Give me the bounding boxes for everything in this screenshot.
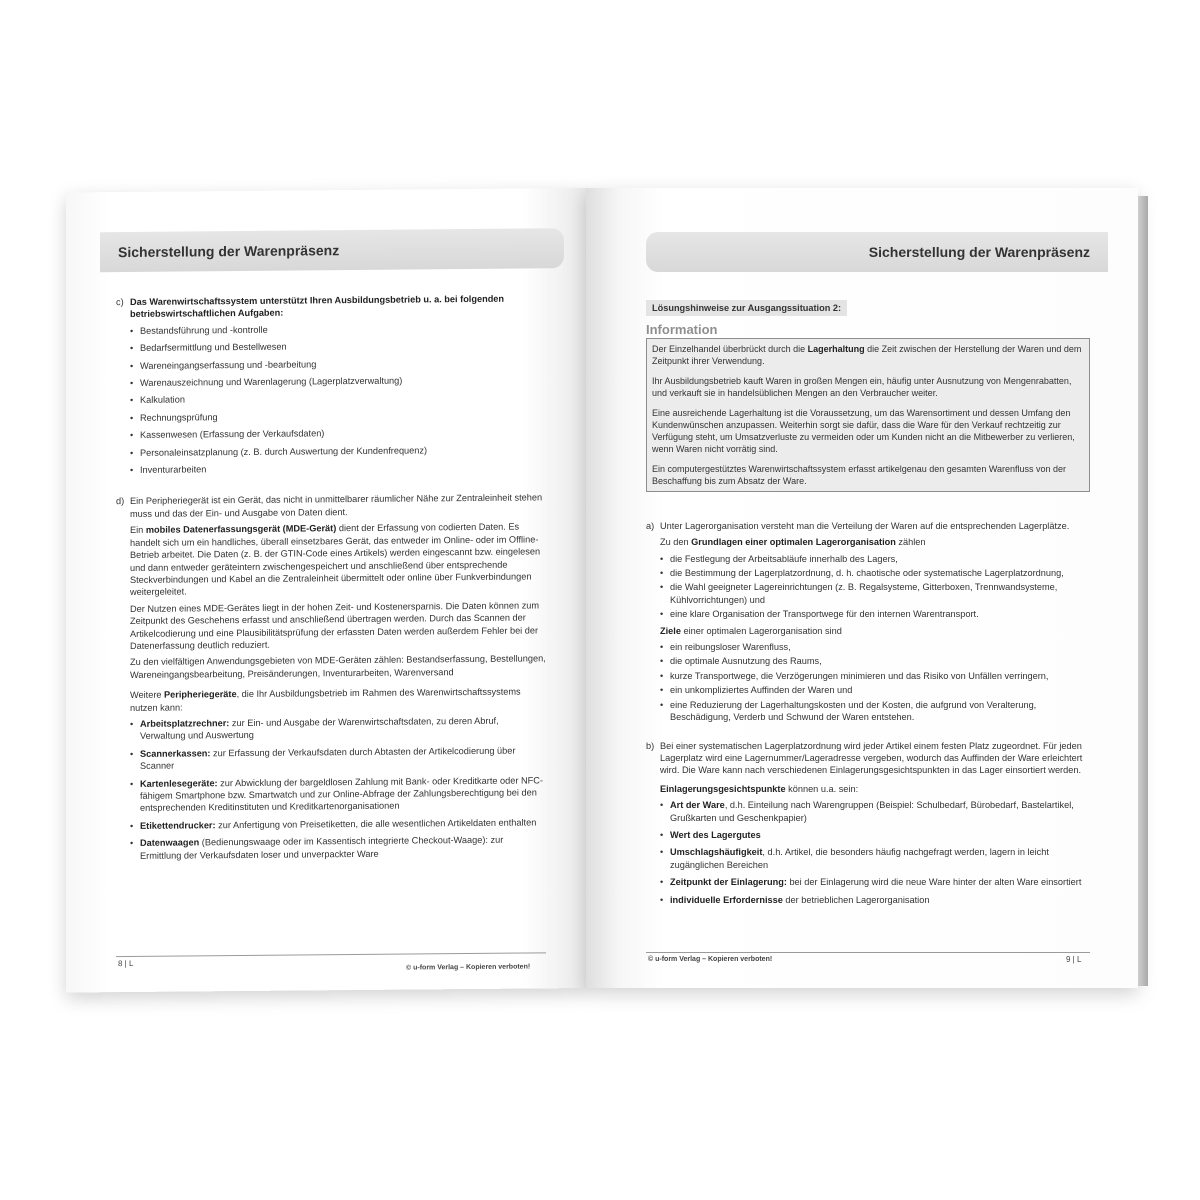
left-page-content bbox=[116, 292, 546, 873]
section-c-label: c) bbox=[116, 297, 124, 308]
info-paragraph: Ihr Ausbildungsbetrieb kauft Waren in großen Mengen ein, häufig unter Ausnutzung von Mengenrabatten, und verkauft sie in handelsüblichen Mengen an den Verbraucher weiter. bbox=[652, 375, 1072, 398]
section-d bbox=[116, 492, 546, 867]
list-item: • Bestandsführung und -kontrolle bbox=[130, 321, 546, 337]
list-item: • Inventurarbeiten bbox=[130, 460, 546, 476]
right-page-title: Sicherstellung der Warenpräsenz bbox=[868, 244, 1090, 260]
left-page-title: Sicherstellung der Warenpräsenz bbox=[118, 242, 340, 261]
list-item: • Art der Ware, d.h. Einteilung nach Warengruppen (Beispiel: Schulbedarf, Bürobedarf, Bastelartikel, Grußkarten und Geschenkpapier) bbox=[660, 799, 1090, 824]
peripheral-definition: Ein Peripheriegerät ist ein Gerät, das nicht in unmittelbarer räumlicher Nähe zur Zentraleinheit stehen muss und das der Ein- und Ausgabe von Daten dient. bbox=[130, 492, 543, 519]
list-item: • individuelle Erfordernisse der betrieblichen Lagerorganisation bbox=[660, 894, 1090, 906]
list-item: • Etikettendrucker: zur Anfertigung von Preisetiketten, die alle wesentlichen Artikeldaten enthalten bbox=[130, 816, 546, 832]
list-item: • Personaleinsatzplanung (z. B. durch Auswertung der Kundenfrequenz) bbox=[130, 443, 546, 459]
section-a-label: a) bbox=[646, 520, 655, 531]
section-b bbox=[646, 740, 1090, 911]
list-item: • ein unkompliziertes Auffinden der Waren und bbox=[660, 684, 1090, 696]
peripherals-intro: Weitere Peripheriegeräte, die Ihr Ausbildungsbetrieb im Rahmen des Warenwirtschaftssystems nutzen kann: bbox=[130, 686, 521, 713]
list-item: • die optimale Ausnutzung des Raums, bbox=[660, 655, 1090, 667]
mde-benefit-paragraph: Der Nutzen eines MDE-Gerätes liegt in der hohen Zeit- und Kostenersparnis. Die Daten können zum Zeitpunkt des Geschehens erfasst und anschließend übertragen werden. Durch das Scannen der Artikelcodierung und eine Plausibilitätsprüfung der erfassten Daten werden außerdem Fehler bei der Datenerfassung deutlich reduziert. bbox=[130, 600, 540, 651]
list-item: • Datenwaagen (Bedienungswaage oder im Kassentisch integrierte Checkout-Waage): zur Ermittlung der Verkaufsdaten loser und unverpackter Ware bbox=[130, 834, 546, 862]
list-item: • Wert des Lagergutes bbox=[660, 829, 1090, 841]
list-item: • Bedarfsermittlung und Bestellwesen bbox=[130, 339, 546, 355]
section-a-intro: Unter Lagerorganisation versteht man die Verteilung der Waren auf die entsprechenden Lagerplätze. bbox=[660, 520, 1070, 531]
list-item: • Arbeitsplatzrechner: zur Ein- und Ausgabe der Warenwirtschaftsdaten, zu deren Abruf, Verwaltung und Auswertung bbox=[130, 714, 546, 742]
einlagerung-heading: Einlagerungsgesichtspunkte können u.a. sein: bbox=[660, 783, 859, 794]
section-c bbox=[116, 292, 546, 481]
list-item: • Umschlagshäufigkeit, d.h. Artikel, die besonders häufig nachgefragt werden, lagern in leicht zugänglichen Bereichen bbox=[660, 846, 1090, 871]
task-list bbox=[130, 321, 546, 476]
list-item: • Kalkulation bbox=[130, 391, 546, 407]
grundlagen-list bbox=[660, 553, 1090, 621]
list-item: • die Festlegung der Arbeitsabläufe innerhalb des Lagers, bbox=[660, 553, 1090, 565]
ziele-list bbox=[660, 641, 1090, 723]
section-b-intro: Bei einer systematischen Lagerplatzordnung wird jeder Artikel einem festen Platz zugeordnet. Für jeden Lagerplatz wird eine Lagernummer/Lageradresse vergeben, wodurch das Auffinden der Ware erleichtert wird. Die Ware kann nach verschiedenen Einlagerungsgesichtspunkten in das Lager einsortiert werden. bbox=[660, 740, 1083, 776]
list-item: • ein reibungsloser Warenfluss, bbox=[660, 641, 1090, 653]
info-title: Information bbox=[646, 322, 718, 338]
right-page-number: 9 | L bbox=[1066, 955, 1082, 964]
list-item: • Zeitpunkt der Einlagerung: bei der Einlagerung wird die neue Ware hinter der alten Ware einsortiert bbox=[660, 876, 1090, 888]
list-item: • eine klare Organisation der Transportwege für den internen Warentransport. bbox=[660, 608, 1090, 620]
footer-rule bbox=[646, 952, 1090, 953]
einlagerung-list bbox=[660, 799, 1090, 906]
list-item: • Wareneingangserfassung und -bearbeitung bbox=[130, 356, 546, 372]
right-page bbox=[586, 188, 1138, 988]
mde-paragraph: Ein mobiles Datenerfassungsgerät (MDE-Gerät) dient der Erfassung von codierten Daten. Es handelt sich um ein handliches, überall einsetzbares Gerät, das entweder im Online- oder im Offline-Betrieb arbeitet. Die Daten (z. B. der GTIN-Code eines Artikels) werden eingescannt bzw. eingelesen und dann entweder geräteintern zwischengespeichert und anschließend über entsprechende Steckverbindungen und Kabel an die Zentraleinheit übermittelt oder online über Funkverbindungen weitergeleitet. bbox=[130, 521, 541, 598]
book-page-edge bbox=[1138, 196, 1148, 986]
list-item: • Kartenlesegeräte: zur Abwicklung der bargeldlosen Zahlung mit Bank- oder Kreditkarte oder NFC-fähigem Smartphone bzw. Smartwatch und zur Online-Abfrage der Zahlungsberechtigung bei den entsprechenden Kreditinstituten und Kreditkartenorganisationen bbox=[130, 774, 546, 815]
solution-label: Lösungshinweise zur Ausgangssituation 2: bbox=[646, 300, 847, 316]
info-paragraph: Der Einzelhandel überbrückt durch die Lagerhaltung die Zeit zwischen der Herstellung der Waren und dem Zeitpunkt ihrer Verwendung. bbox=[652, 343, 1082, 366]
section-a bbox=[646, 520, 1090, 726]
section-d-label: d) bbox=[116, 496, 125, 507]
left-page-header bbox=[100, 228, 564, 272]
info-paragraph: Eine ausreichende Lagerhaltung ist die Voraussetzung, um das Warensortiment und dessen Umfang den Kundenwünschen anzupassen. Weiterhin sorgt sie dafür, dass die Ware für den Verkauf rechtzeitig zur Verfügung steht, um Umsatzverluste zu vermeiden oder um Kunden nicht an die Mitbewerber zu verlieren, wenn Waren nicht vorrätig sind. bbox=[652, 407, 1075, 454]
list-item: • kurze Transportwege, die Verzögerungen minimieren und das Risiko von Unfällen verringern, bbox=[660, 670, 1090, 682]
list-item: • die Bestimmung der Lagerplatzordnung, d. h. chaotische oder systematische Lagerplatzordnung, bbox=[660, 567, 1090, 579]
section-c-intro: Das Warenwirtschaftssystem unterstützt Ihren Ausbildungsbetrieb u. a. bei folgenden betriebswirtschaftlichen Aufgaben: bbox=[130, 293, 505, 320]
grundlagen-heading: Zu den Grundlagen einer optimalen Lagerorganisation zählen bbox=[660, 537, 926, 548]
list-item: • Warenauszeichnung und Warenlagerung (Lagerplatzverwaltung) bbox=[130, 373, 546, 389]
list-item: • Rechnungsprüfung bbox=[130, 408, 546, 424]
section-b-label: b) bbox=[646, 740, 655, 751]
ziele-heading: Ziele einer optimalen Lagerorganisation sind bbox=[660, 625, 842, 636]
left-page-number: 8 | L bbox=[118, 958, 134, 969]
right-page-header bbox=[646, 232, 1108, 272]
list-item: • Scannerkassen: zur Erfassung der Verkaufsdaten durch Abtasten der Artikelcodierung über Scanner bbox=[130, 744, 546, 772]
footer-rule bbox=[116, 952, 546, 957]
left-copyright: © u-form Verlag – Kopieren verboten! bbox=[406, 963, 531, 972]
right-copyright: © u-form Verlag – Kopieren verboten! bbox=[648, 956, 773, 963]
info-paragraph: Ein computergestütztes Warenwirtschaftssystem erfasst artikelgenau den gesamten Warenfluss von der Beschaffung bis zum Absatz der Ware. bbox=[652, 463, 1067, 486]
list-item: • die Wahl geeigneter Lagereinrichtungen (z. B. Regalsysteme, Gitterboxen, Trennwandsysteme, Kühlvorrichtungen) und bbox=[660, 581, 1090, 606]
list-item: • eine Reduzierung der Lagerhaltungskosten und der Kosten, die aufgrund von Veralterung, Beschädigung, Verderb und Schwund der Waren entstehen. bbox=[660, 699, 1090, 724]
left-page bbox=[66, 188, 586, 993]
device-list bbox=[130, 714, 546, 862]
mde-uses-paragraph: Zu den vielfältigen Anwendungsgebieten von MDE-Geräten zählen: Bestandserfassung, Bestellungen, Wareneingangsbearbeitung, Preisänderungen, Inventurarbeiten, Warenversand bbox=[130, 653, 546, 680]
right-page-content bbox=[646, 300, 1090, 917]
list-item: • Kassenwesen (Erfassung der Verkaufsdaten) bbox=[130, 426, 546, 442]
info-box bbox=[646, 338, 1090, 492]
